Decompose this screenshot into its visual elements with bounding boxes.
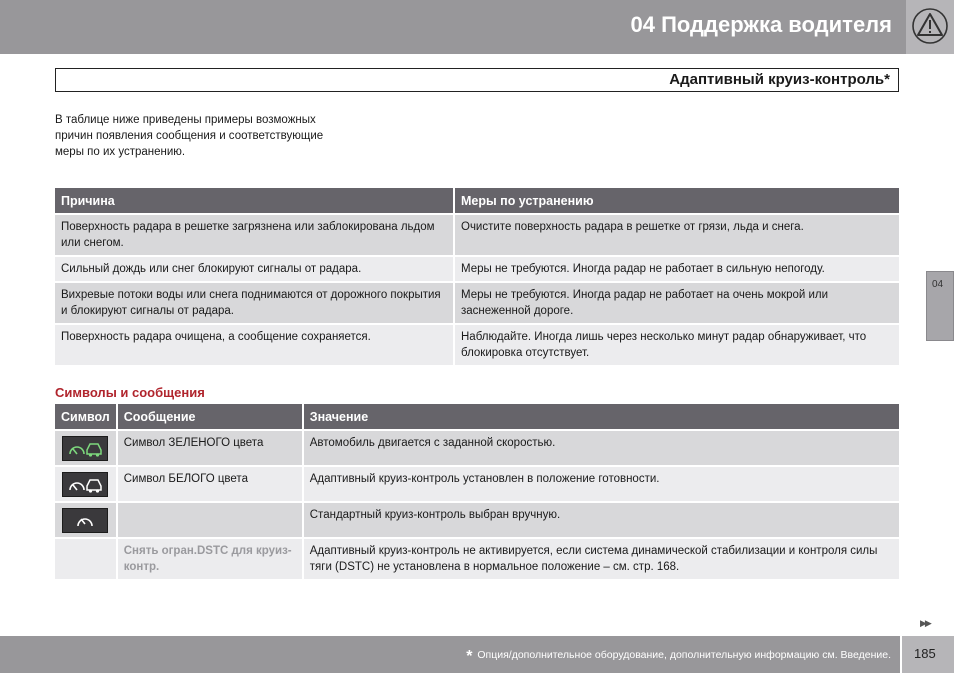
symbol-cell bbox=[55, 503, 116, 537]
meaning-cell: Автомобиль двигается с заданной скоростью. bbox=[304, 431, 899, 465]
speedometer-icon bbox=[62, 508, 108, 533]
cause-cell: Вихревые потоки воды или снега поднимаются от дорожного покрытия и блокируют сигналы от радара. bbox=[55, 283, 453, 323]
message-cell: Снять огран.DSTC для круиз-контр. bbox=[118, 539, 302, 579]
table-row bbox=[55, 467, 899, 501]
remedy-cell: Меры не требуются. Иногда радар не работает в сильную непогоду. bbox=[455, 257, 899, 281]
acc-car-speedometer-icon bbox=[62, 436, 108, 461]
causes-table bbox=[53, 186, 901, 367]
causes-table-header bbox=[55, 188, 899, 213]
table-row bbox=[55, 431, 899, 465]
symbol-cell bbox=[55, 467, 116, 501]
acc-car-speedometer-icon bbox=[62, 472, 108, 497]
chapter-header-bar bbox=[0, 0, 954, 54]
header-remedy: Меры по устранению bbox=[455, 188, 899, 213]
next-page-arrows-icon: ▶▶ bbox=[920, 618, 930, 628]
warning-triangle-icon bbox=[910, 6, 950, 46]
symbol-cell bbox=[55, 539, 116, 579]
symbols-table-header bbox=[55, 404, 899, 429]
table-row bbox=[55, 503, 899, 537]
table-row bbox=[55, 539, 899, 579]
symbols-table bbox=[53, 402, 901, 581]
table-row bbox=[55, 283, 899, 323]
remedy-cell: Меры не требуются. Иногда радар не работает на очень мокрой или заснеженной дороге. bbox=[455, 283, 899, 323]
section-title: Адаптивный круиз-контроль* bbox=[669, 71, 890, 88]
remedy-cell: Очистите поверхность радара в решетке от грязи, льда и снега. bbox=[455, 215, 899, 255]
chapter-side-tab[interactable] bbox=[926, 271, 954, 341]
cause-cell: Сильный дождь или снег блокируют сигналы от радара. bbox=[55, 257, 453, 281]
cause-cell: Поверхность радара в решетке загрязнена или заблокирована льдом или снегом. bbox=[55, 215, 453, 255]
meaning-cell: Стандартный круиз-контроль выбран вручную. bbox=[304, 503, 899, 537]
footer-note-text: Опция/дополнительное оборудование, дополнительную информацию см. Введение. bbox=[477, 649, 891, 661]
header-meaning: Значение bbox=[304, 404, 899, 429]
table-row bbox=[55, 325, 899, 365]
remedy-cell: Наблюдайте. Иногда лишь через несколько минут радар обнаруживает, что блокировка отсутствует. bbox=[455, 325, 899, 365]
header-message: Сообщение bbox=[118, 404, 302, 429]
header-symbol: Символ bbox=[55, 404, 116, 429]
intro-paragraph: В таблице ниже приведены примеры возможных причин появления сообщения и соответствующие меры по их устранению. bbox=[55, 114, 324, 158]
message-cell bbox=[118, 503, 302, 537]
side-tab-label: 04 bbox=[932, 279, 944, 290]
table-row bbox=[55, 215, 899, 255]
footer-note bbox=[466, 648, 891, 666]
header-cause: Причина bbox=[55, 188, 453, 213]
chapter-title: 04 Поддержка водителя bbox=[630, 12, 892, 37]
page-number: 185 bbox=[914, 646, 936, 661]
symbol-cell bbox=[55, 431, 116, 465]
meaning-cell: Адаптивный круиз-контроль не активируется, если система динамической стабилизации и контроля силы тяги (DSTC) не установлена в нормальное положение – см. стр. 168. bbox=[304, 539, 899, 579]
message-cell: Символ БЕЛОГО цвета bbox=[118, 467, 302, 501]
symbols-heading: Символы и сообщения bbox=[55, 385, 205, 400]
meaning-cell: Адаптивный круиз-контроль установлен в положение готовности. bbox=[304, 467, 899, 501]
section-title-box bbox=[55, 68, 899, 92]
table-row bbox=[55, 257, 899, 281]
message-cell: Символ ЗЕЛЕНОГО цвета bbox=[118, 431, 302, 465]
footer-star: * bbox=[466, 648, 473, 665]
warning-box bbox=[906, 0, 954, 54]
page-number-box bbox=[902, 636, 954, 673]
footer-bar bbox=[0, 636, 900, 673]
cause-cell: Поверхность радара очищена, а сообщение сохраняется. bbox=[55, 325, 453, 365]
